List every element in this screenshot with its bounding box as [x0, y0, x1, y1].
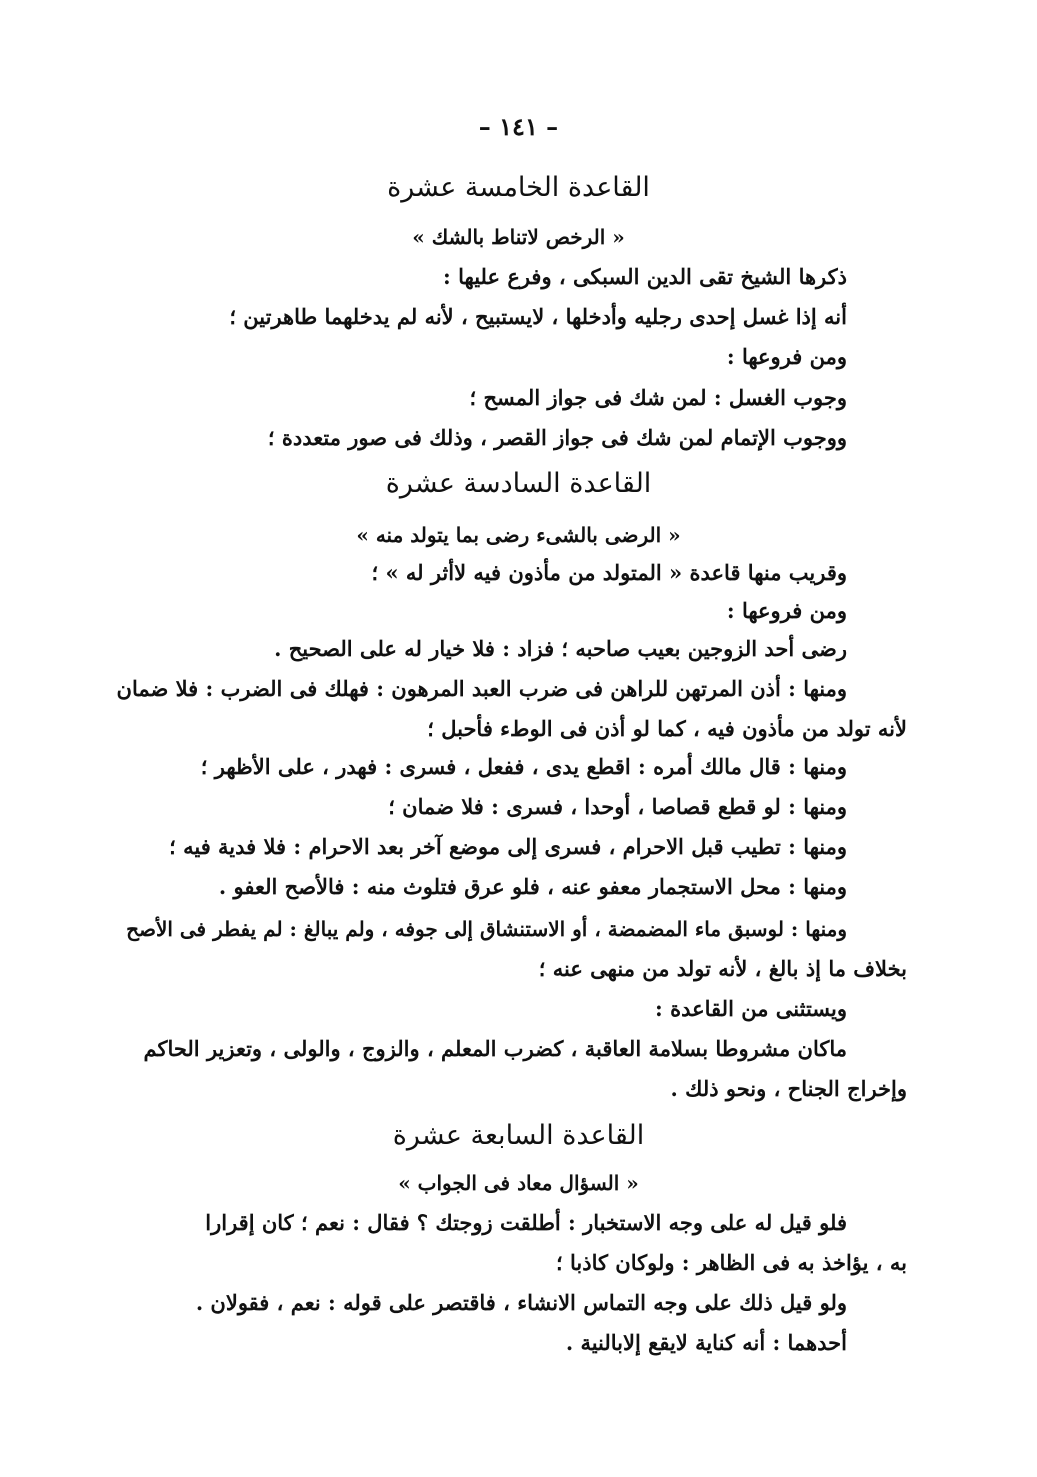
section-15-heading: القاعدة الخامسة عشرة — [387, 172, 650, 203]
paragraph-line: فلو قيل له على وجه الاستخبار : أطلقت زوجتك ؟ فقال : نعم ؛ كان إقرارا — [205, 1210, 847, 1235]
paragraph-line: وإخراج الجناح ، ونحو ذلك . — [670, 1076, 907, 1101]
paragraph-line: ومنها : محل الاستجمار معفو عنه ، فلو عرق فتلوث منه : فالأصح العفو . — [218, 874, 847, 899]
paragraph-line: ومنها : لوسبق ماء المضمضة ، أو الاستنشاق إلى جوفه ، ولم يبالغ : لم يفطر فى الأصح — [126, 917, 847, 941]
paragraph-line: ومنها : لو قطع قصاصا ، أوحدا ، فسرى : فلا ضمان ؛ — [388, 794, 847, 819]
paragraph-line: وقريب منها قاعدة « المتولد من مأذون فيه لاأثر له » ؛ — [371, 560, 847, 585]
paragraph-line: ذكرها الشيخ تقى الدين السبكى ، وفرع عليها : — [443, 264, 847, 289]
paragraph-line: به ، يؤاخذ به فى الظاهر : ولوكان كاذبا ؛ — [555, 1250, 907, 1275]
paragraph-line: ومن فروعها : — [726, 598, 847, 623]
section-17-heading: القاعدة السابعة عشرة — [392, 1120, 645, 1151]
paragraph-line: ولو قيل ذلك على وجه التماس الانشاء ، فاقتصر على قوله : نعم ، فقولان . — [195, 1290, 847, 1315]
paragraph-line: رضى أحد الزوجين بعيب صاحبه ؛ فزاد : فلا خيار له على الصحيح . — [274, 636, 847, 661]
page-number: – ١٤١ – — [478, 112, 559, 141]
paragraph-line: ماكان مشروطا بسلامة العاقبة ، كضرب المعلم ، والزوج ، والولى ، وتعزير الحاكم — [143, 1036, 847, 1061]
paragraph-line: أحدهما : أنه كناية لايقع إلابالنية . — [565, 1330, 847, 1355]
paragraph-line: وجوب الغسل : لمن شك فى جواز المسح ؛ — [469, 385, 847, 410]
paragraph-line: ويستثنى من القاعدة : — [655, 996, 847, 1021]
paragraph-line: أنه إذا غسل إحدى رجليه وأدخلها ، لايستبيح ، لأنه لم يدخلهما طاهرتين ؛ — [229, 304, 847, 329]
section-15-subheading: « الرخص لاتناط بالشك » — [412, 225, 625, 249]
paragraph-line: لأنه تولد من مأذون فيه ، كما لو أذن فى الوطء فأحبل ؛ — [427, 716, 907, 741]
paragraph-line: ومنها : قال مالك أمره : اقطع يدى ، ففعل ، فسرى : فهدر ، على الأظهر ؛ — [200, 754, 847, 779]
section-17-subheading: « السؤال معاد فى الجواب » — [398, 1171, 639, 1195]
paragraph-line: ومنها : تطيب قبل الاحرام ، فسرى إلى موضع آخر بعد الاحرام : فلا فدية فيه ؛ — [169, 834, 847, 859]
paragraph-line: بخلاف ما إذ بالغ ، لأنه تولد من منهى عنه ؛ — [538, 956, 907, 981]
paragraph-line: ووجوب الإتمام لمن شك فى جواز القصر ، وذلك فى صور متعددة ؛ — [267, 425, 847, 450]
paragraph-line: ومن فروعها : — [726, 344, 847, 369]
paragraph-line: ومنها : أذن المرتهن للراهن فى ضرب العبد المرهون : فهلك فى الضرب : فلا ضمان — [116, 676, 847, 701]
section-16-subheading: « الرضى بالشىء رضى بما يتولد منه » — [356, 523, 681, 547]
section-16-heading: القاعدة السادسة عشرة — [385, 468, 652, 499]
